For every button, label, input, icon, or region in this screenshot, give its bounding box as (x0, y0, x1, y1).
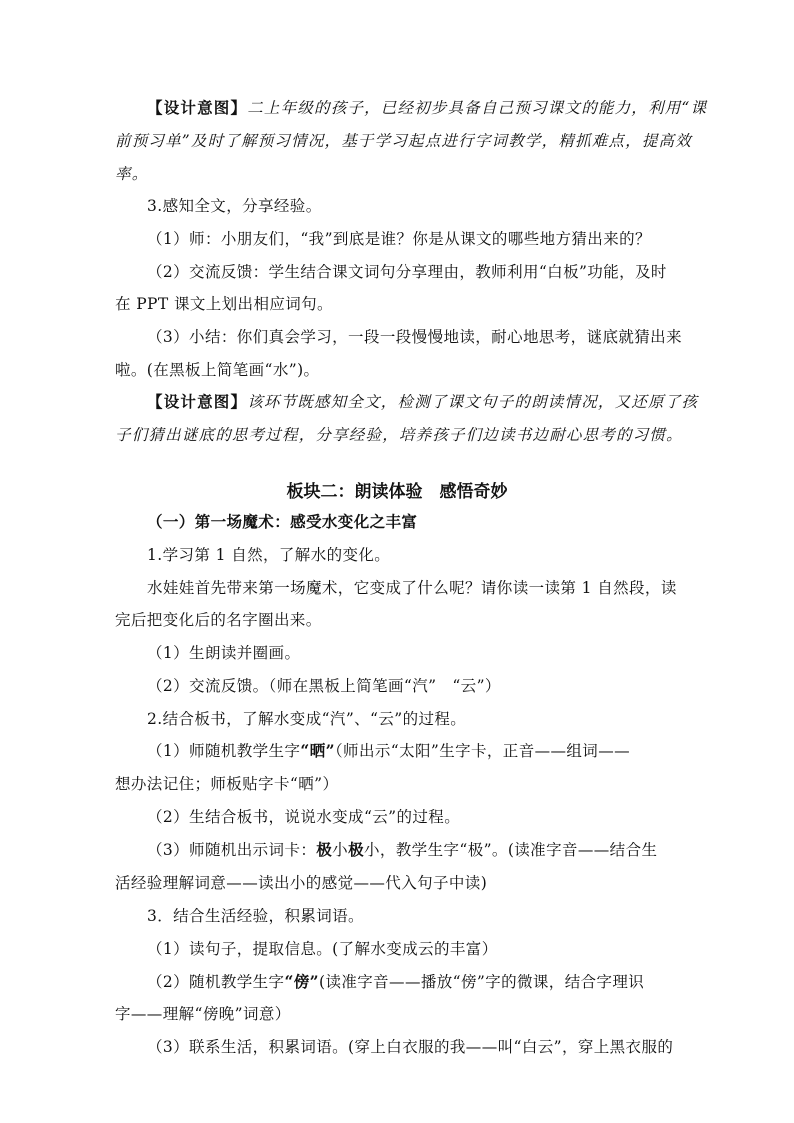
section-3-item-2-line-2: 在 PPT 课文上划出相应词句。 (115, 295, 333, 313)
step-1-title: 1.学习第 1 自然，了解水的变化。 (147, 546, 391, 564)
design-intent-text: 该环节既感知全文，检测了课文句子的朗读情况，又还原了孩 (247, 393, 699, 411)
step-2-item-3-pre: （3）师随机出示词卡： (147, 841, 317, 859)
section-3-title: 3.感知全文，分享经验。 (147, 197, 322, 215)
step-3-item-2-pre: （2）随机教学生字 (147, 973, 285, 991)
step-3-item-2-post: (读准字音——播放“傍”字的微课，结合字理识 (319, 973, 645, 991)
step-3-item-2-line-2: 字——理解“傍晚”词意） (115, 1005, 291, 1023)
step-1-item-1: （1）生朗读并圈画。 (147, 644, 301, 662)
block-2-heading: 板块二：朗读体验 感悟奇妙 (286, 482, 508, 502)
step-2-item-3-word-a: 极 (316, 840, 333, 859)
step-2-item-3-mid-1: 小 (332, 841, 349, 859)
step-1-item-2: （2）交流反馈。（师在黑板上简笔画“汽” “云”） (147, 677, 501, 695)
step-1-para-line-1: 水娃娃首先带来第一场魔术，它变成了什么呢？请你读一读第 1 自然段，读 (147, 579, 677, 597)
step-3-item-2-line-1 (147, 972, 644, 992)
step-2-item-1-line-1 (147, 741, 630, 761)
design-intent-1-line-3: 率。 (115, 165, 149, 183)
step-3-item-2-char: “傍” (284, 972, 319, 991)
step-2-item-1-post: （师出示“太阳”生字卡，正音——组词—— (334, 742, 631, 760)
section-3-item-1: （1）师：小朋友们，“我”到底是谁？你是从课文的哪些地方猜出来的？ (147, 230, 651, 248)
section-3-item-3-line-2: 啦。(在黑板上简笔画“水”)。 (115, 361, 320, 379)
section-3-item-3-line-1: （3）小结：你们真会学习，一段一段慢慢地读，耐心地思考，谜底就猜出来 (147, 328, 682, 346)
design-intent-2-line-2: 子们猜出谜底的思考过程，分享经验，培养孩子们边读书边耐心思考的习惯。 (115, 426, 683, 444)
step-2-item-1-pre: （1）师随机教学生字 (147, 742, 301, 760)
step-2-item-3-word-b: 极 (348, 840, 364, 859)
design-intent-2-line-1 (147, 392, 698, 412)
step-1-para-line-2: 完后把变化后的名字圈出来。 (115, 611, 322, 629)
design-intent-1-line-2: 前预习单”及时了解预习情况，基于学习起点进行字词教学，精抓难点，提高效 (115, 132, 692, 150)
step-2-item-3-line-1 (147, 840, 657, 860)
design-intent-text: 二上年级的孩子，已经初步具备自己预习课文的能力，利用“课 (247, 99, 708, 117)
step-3-item-1: （1）读句子，提取信息。(了解水变成云的丰富） (147, 940, 498, 958)
design-intent-1-line-1 (147, 98, 707, 118)
step-2-item-1-line-2: 想办法记住；师板贴字卡“晒”） (115, 775, 339, 793)
step-2-item-1-char: “晒” (300, 741, 335, 760)
design-intent-label: 【设计意图】 (147, 98, 248, 117)
section-3-item-2-line-1: （2）交流反馈：学生结合课文词句分享理由，教师利用“白板”功能，及时 (147, 263, 667, 281)
step-2-item-2: （2）生结合板书，说说水变成“云”的过程。 (147, 808, 461, 826)
block-2-subheading: （一）第一场魔术：感受水变化之丰富 (147, 513, 418, 531)
step-3-title: 3．结合生活经验，积累词语。 (147, 907, 364, 925)
step-2-item-3-mid-2: 小，教学生字“极”。(读准字音——结合生 (363, 841, 658, 859)
step-3-item-3: （3）联系生活，积累词语。(穿上白衣服的我——叫“白云”，穿上黑衣服的 (147, 1038, 674, 1056)
step-2-item-3-line-2: 活经验理解词意——读出小的感觉——代入句子中读) (115, 874, 488, 892)
step-2-title: 2.结合板书，了解水变成“汽”、“云”的过程。 (147, 710, 467, 728)
design-intent-label: 【设计意图】 (147, 392, 248, 411)
